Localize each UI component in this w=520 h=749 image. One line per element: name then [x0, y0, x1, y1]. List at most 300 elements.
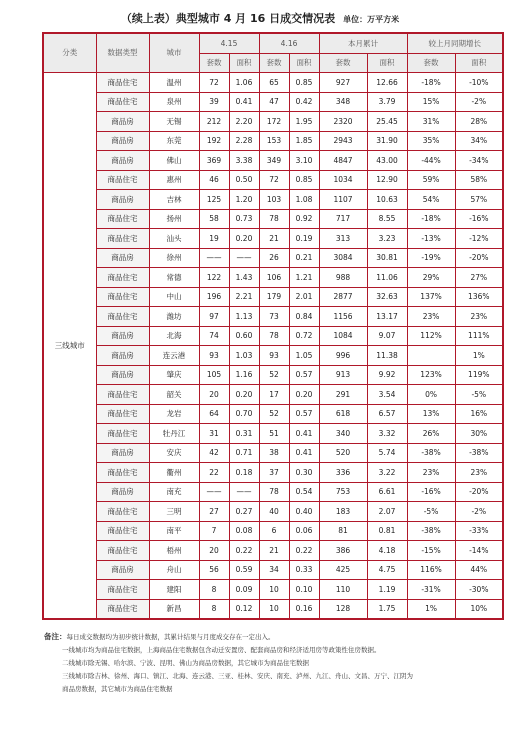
area-415-cell: 0.08 [229, 521, 259, 541]
table-row [43, 385, 503, 405]
cumulative-area-cell: 10.63 [367, 190, 407, 210]
growth-count-cell: 23% [407, 463, 455, 483]
count-416-cell: 6 [259, 521, 289, 541]
growth-area-cell: -30% [455, 580, 503, 600]
notes-line-5: 商品房数据，其它城市为商品住宅数据 [62, 685, 173, 693]
cumulative-count-cell: 3084 [319, 248, 367, 268]
growth-area-cell: 1% [455, 346, 503, 366]
city-cell: 常德 [149, 268, 199, 288]
area-416-cell: 1.05 [289, 346, 319, 366]
city-cell: 肇庆 [149, 365, 199, 385]
cumulative-area-cell: 3.32 [367, 424, 407, 444]
count-415-cell: 72 [199, 73, 229, 93]
count-415-cell: 58 [199, 209, 229, 229]
growth-area-cell: -33% [455, 521, 503, 541]
area-415-cell: 0.20 [229, 385, 259, 405]
area-416-cell: 1.85 [289, 131, 319, 151]
count-416-cell: 72 [259, 170, 289, 190]
cumulative-count-cell: 753 [319, 482, 367, 502]
area-415-cell: 0.12 [229, 599, 259, 619]
table-row [43, 112, 503, 132]
table-row [43, 365, 503, 385]
growth-area-cell: -12% [455, 229, 503, 249]
count-415-cell: 369 [199, 151, 229, 171]
city-cell: 安庆 [149, 443, 199, 463]
area-416-cell: 0.33 [289, 560, 319, 580]
area-415-cell: 0.20 [229, 229, 259, 249]
count-415-cell: 74 [199, 326, 229, 346]
table-row [43, 521, 503, 541]
cumulative-area-cell: 9.92 [367, 365, 407, 385]
type-cell: 商品住宅 [96, 424, 149, 444]
cumulative-area-cell: 32.63 [367, 287, 407, 307]
count-415-cell: —— [199, 248, 229, 268]
area-416-cell: 0.30 [289, 463, 319, 483]
type-cell: 商品房 [96, 346, 149, 366]
area-415-cell: 0.70 [229, 404, 259, 424]
type-cell: 商品房 [96, 151, 149, 171]
area-416-cell: 0.42 [289, 92, 319, 112]
type-cell: 商品住宅 [96, 287, 149, 307]
area-415-cell: 0.59 [229, 560, 259, 580]
table-row [43, 346, 503, 366]
count-416-cell: 103 [259, 190, 289, 210]
area-415-cell: 0.71 [229, 443, 259, 463]
cumulative-count-cell: 110 [319, 580, 367, 600]
header-area: 面积 [455, 53, 503, 73]
header-city: 城市 [149, 33, 199, 73]
count-415-cell: 7 [199, 521, 229, 541]
cumulative-area-cell: 3.79 [367, 92, 407, 112]
city-cell: 无锡 [149, 112, 199, 132]
area-415-cell: —— [229, 482, 259, 502]
header-row-1 [43, 33, 503, 53]
area-415-cell: 1.16 [229, 365, 259, 385]
growth-area-cell: 57% [455, 190, 503, 210]
type-cell: 商品住宅 [96, 307, 149, 327]
cumulative-count-cell: 425 [319, 560, 367, 580]
count-415-cell: —— [199, 482, 229, 502]
notes-line-1 [44, 632, 504, 642]
city-cell: 舟山 [149, 560, 199, 580]
growth-count-cell: 137% [407, 287, 455, 307]
growth-area-cell: -20% [455, 482, 503, 502]
city-cell: 三明 [149, 502, 199, 522]
notes-line-3: 二线城市除无锡、哈尔滨、宁波、昆明、佛山为商品房数据，其它城市为商品住宅数据 [62, 659, 309, 667]
count-415-cell: 8 [199, 580, 229, 600]
growth-count-cell: 29% [407, 268, 455, 288]
growth-count-cell: -5% [407, 502, 455, 522]
city-cell: 梧州 [149, 541, 199, 561]
cumulative-area-cell: 11.06 [367, 268, 407, 288]
city-cell: 温州 [149, 73, 199, 93]
city-cell: 徐州 [149, 248, 199, 268]
area-415-cell: 0.50 [229, 170, 259, 190]
header-area: 面积 [229, 53, 259, 73]
city-cell: 中山 [149, 287, 199, 307]
growth-count-cell: -44% [407, 151, 455, 171]
count-416-cell: 51 [259, 424, 289, 444]
header-growth: 较上月同期增长 [407, 33, 503, 53]
header-count: 套数 [199, 53, 229, 73]
area-416-cell: 0.06 [289, 521, 319, 541]
count-415-cell: 192 [199, 131, 229, 151]
growth-count-cell: 35% [407, 131, 455, 151]
cumulative-area-cell: 3.22 [367, 463, 407, 483]
header-date-415: 4.15 [199, 33, 259, 53]
growth-area-cell: -2% [455, 92, 503, 112]
cumulative-count-cell: 81 [319, 521, 367, 541]
type-cell: 商品住宅 [96, 385, 149, 405]
area-416-cell: 0.22 [289, 541, 319, 561]
cumulative-count-cell: 927 [319, 73, 367, 93]
table-row [43, 404, 503, 424]
growth-area-cell: -20% [455, 248, 503, 268]
cumulative-area-cell: 1.19 [367, 580, 407, 600]
count-416-cell: 26 [259, 248, 289, 268]
area-416-cell: 1.21 [289, 268, 319, 288]
city-cell: 龙岩 [149, 404, 199, 424]
growth-count-cell: -19% [407, 248, 455, 268]
cumulative-area-cell: 43.00 [367, 151, 407, 171]
city-cell: 北海 [149, 326, 199, 346]
table-header [43, 33, 503, 73]
growth-area-cell: 58% [455, 170, 503, 190]
type-cell: 商品住宅 [96, 599, 149, 619]
city-cell: 韶关 [149, 385, 199, 405]
cumulative-count-cell: 1156 [319, 307, 367, 327]
table-row [43, 580, 503, 600]
table-row [43, 424, 503, 444]
count-416-cell: 52 [259, 365, 289, 385]
growth-area-cell: 28% [455, 112, 503, 132]
cumulative-count-cell: 291 [319, 385, 367, 405]
area-416-cell: 0.21 [289, 248, 319, 268]
growth-count-cell: 23% [407, 307, 455, 327]
table-row [43, 151, 503, 171]
growth-area-cell: -2% [455, 502, 503, 522]
growth-count-cell: 116% [407, 560, 455, 580]
area-415-cell: 1.20 [229, 190, 259, 210]
cumulative-count-cell: 4847 [319, 151, 367, 171]
count-416-cell: 38 [259, 443, 289, 463]
area-416-cell: 1.08 [289, 190, 319, 210]
area-416-cell: 0.40 [289, 502, 319, 522]
growth-count-cell: -13% [407, 229, 455, 249]
growth-area-cell: -38% [455, 443, 503, 463]
city-cell: 衢州 [149, 463, 199, 483]
count-416-cell: 21 [259, 229, 289, 249]
count-415-cell: 56 [199, 560, 229, 580]
area-416-cell: 0.20 [289, 385, 319, 405]
cumulative-count-cell: 1107 [319, 190, 367, 210]
count-416-cell: 10 [259, 599, 289, 619]
count-415-cell: 97 [199, 307, 229, 327]
growth-count-cell [407, 346, 455, 366]
count-415-cell: 19 [199, 229, 229, 249]
area-415-cell: 0.27 [229, 502, 259, 522]
area-415-cell: 1.13 [229, 307, 259, 327]
table-row [43, 131, 503, 151]
header-data-type: 数据类型 [96, 33, 149, 73]
growth-count-cell: -18% [407, 209, 455, 229]
cumulative-area-cell: 31.90 [367, 131, 407, 151]
type-cell: 商品房 [96, 560, 149, 580]
type-cell: 商品房 [96, 248, 149, 268]
count-416-cell: 17 [259, 385, 289, 405]
header-area: 面积 [289, 53, 319, 73]
type-cell: 商品房 [96, 482, 149, 502]
count-416-cell: 52 [259, 404, 289, 424]
cumulative-area-cell: 4.18 [367, 541, 407, 561]
area-416-cell: 0.84 [289, 307, 319, 327]
growth-area-cell: 119% [455, 365, 503, 385]
cumulative-area-cell: 6.61 [367, 482, 407, 502]
cumulative-area-cell: 8.55 [367, 209, 407, 229]
cumulative-count-cell: 313 [319, 229, 367, 249]
area-416-cell: 0.41 [289, 443, 319, 463]
count-415-cell: 46 [199, 170, 229, 190]
area-415-cell: 2.20 [229, 112, 259, 132]
area-416-cell: 2.01 [289, 287, 319, 307]
cumulative-count-cell: 1034 [319, 170, 367, 190]
growth-count-cell: 0% [407, 385, 455, 405]
type-cell: 商品住宅 [96, 229, 149, 249]
count-416-cell: 10 [259, 580, 289, 600]
table-row [43, 268, 503, 288]
cumulative-count-cell: 128 [319, 599, 367, 619]
type-cell: 商品住宅 [96, 73, 149, 93]
area-416-cell: 0.54 [289, 482, 319, 502]
cumulative-count-cell: 2877 [319, 287, 367, 307]
count-416-cell: 153 [259, 131, 289, 151]
area-415-cell: 2.28 [229, 131, 259, 151]
growth-area-cell: -16% [455, 209, 503, 229]
area-415-cell: 0.73 [229, 209, 259, 229]
table-row [43, 599, 503, 619]
city-cell: 潍坊 [149, 307, 199, 327]
cumulative-area-cell: 9.07 [367, 326, 407, 346]
growth-area-cell: 23% [455, 463, 503, 483]
growth-count-cell: 112% [407, 326, 455, 346]
cumulative-count-cell: 348 [319, 92, 367, 112]
cumulative-area-cell: 1.75 [367, 599, 407, 619]
table-row [43, 560, 503, 580]
type-cell: 商品住宅 [96, 209, 149, 229]
cumulative-count-cell: 988 [319, 268, 367, 288]
city-cell: 牡丹江 [149, 424, 199, 444]
count-416-cell: 37 [259, 463, 289, 483]
type-cell: 商品房 [96, 365, 149, 385]
notes-line-4: 三线城市除吉林、徐州、海口、镇江、北海、连云港、三亚、桂林、安庆、南充、泸州、九江、舟山、文昌、万宁、江阴为 [62, 672, 413, 680]
cumulative-area-cell: 4.75 [367, 560, 407, 580]
count-415-cell: 27 [199, 502, 229, 522]
cumulative-area-cell: 25.45 [367, 112, 407, 132]
count-415-cell: 64 [199, 404, 229, 424]
area-415-cell: 3.38 [229, 151, 259, 171]
cumulative-area-cell: 12.90 [367, 170, 407, 190]
header-cumulative: 本月累计 [319, 33, 407, 53]
cumulative-count-cell: 717 [319, 209, 367, 229]
header-date-416: 4.16 [259, 33, 319, 53]
cumulative-count-cell: 618 [319, 404, 367, 424]
count-416-cell: 179 [259, 287, 289, 307]
page-title [0, 10, 520, 26]
cumulative-count-cell: 996 [319, 346, 367, 366]
count-415-cell: 212 [199, 112, 229, 132]
count-416-cell: 349 [259, 151, 289, 171]
area-416-cell: 0.57 [289, 365, 319, 385]
growth-count-cell: 59% [407, 170, 455, 190]
growth-area-cell: 30% [455, 424, 503, 444]
growth-count-cell: 26% [407, 424, 455, 444]
city-cell: 新昌 [149, 599, 199, 619]
growth-count-cell: 54% [407, 190, 455, 210]
type-cell: 商品住宅 [96, 502, 149, 522]
cumulative-area-cell: 3.23 [367, 229, 407, 249]
growth-count-cell: 1% [407, 599, 455, 619]
growth-area-cell: 10% [455, 599, 503, 619]
count-415-cell: 22 [199, 463, 229, 483]
table-row [43, 541, 503, 561]
table-row [43, 443, 503, 463]
growth-count-cell: -18% [407, 73, 455, 93]
table-row [43, 307, 503, 327]
count-416-cell: 78 [259, 482, 289, 502]
category-cell: 三线城市 [43, 73, 96, 620]
cumulative-area-cell: 5.74 [367, 443, 407, 463]
cumulative-count-cell: 520 [319, 443, 367, 463]
count-416-cell: 40 [259, 502, 289, 522]
type-cell: 商品房 [96, 326, 149, 346]
area-415-cell: —— [229, 248, 259, 268]
count-415-cell: 31 [199, 424, 229, 444]
header-category: 分类 [43, 33, 96, 73]
type-cell: 商品住宅 [96, 404, 149, 424]
type-cell: 商品住宅 [96, 170, 149, 190]
area-416-cell: 0.72 [289, 326, 319, 346]
city-cell: 南平 [149, 521, 199, 541]
header-area: 面积 [367, 53, 407, 73]
table-row [43, 502, 503, 522]
count-415-cell: 39 [199, 92, 229, 112]
table-row [43, 248, 503, 268]
count-416-cell: 106 [259, 268, 289, 288]
cumulative-area-cell: 30.81 [367, 248, 407, 268]
area-416-cell: 0.10 [289, 580, 319, 600]
area-416-cell: 0.85 [289, 170, 319, 190]
cumulative-count-cell: 386 [319, 541, 367, 561]
count-415-cell: 105 [199, 365, 229, 385]
table-row [43, 482, 503, 502]
count-415-cell: 8 [199, 599, 229, 619]
header-count: 套数 [259, 53, 289, 73]
area-416-cell: 3.10 [289, 151, 319, 171]
area-416-cell: 1.95 [289, 112, 319, 132]
area-416-cell: 0.92 [289, 209, 319, 229]
cumulative-count-cell: 183 [319, 502, 367, 522]
cumulative-count-cell: 2320 [319, 112, 367, 132]
notes-text-1: 每日成交数据均为初步统计数据，其累计结果与月度成交存在一定出入。 [66, 633, 275, 641]
count-415-cell: 93 [199, 346, 229, 366]
count-416-cell: 34 [259, 560, 289, 580]
count-415-cell: 122 [199, 268, 229, 288]
area-415-cell: 0.22 [229, 541, 259, 561]
growth-count-cell: -31% [407, 580, 455, 600]
growth-area-cell: -34% [455, 151, 503, 171]
notes-label: 备注： [44, 632, 67, 641]
area-415-cell: 0.60 [229, 326, 259, 346]
table-row [43, 170, 503, 190]
transaction-table [42, 32, 504, 620]
count-415-cell: 20 [199, 385, 229, 405]
notes-line-2: 一线城市均为商品住宅数据，上海商品住宅数据包含动迁安置房、配套商品房和经济适用房等政策性住房数据。 [62, 646, 381, 654]
growth-area-cell: 34% [455, 131, 503, 151]
cumulative-count-cell: 2943 [319, 131, 367, 151]
table-row [43, 326, 503, 346]
growth-count-cell: 15% [407, 92, 455, 112]
type-cell: 商品房 [96, 190, 149, 210]
area-416-cell: 0.57 [289, 404, 319, 424]
table-row [43, 209, 503, 229]
header-count: 套数 [319, 53, 367, 73]
table-row [43, 287, 503, 307]
cumulative-count-cell: 336 [319, 463, 367, 483]
count-416-cell: 47 [259, 92, 289, 112]
cumulative-count-cell: 1084 [319, 326, 367, 346]
type-cell: 商品住宅 [96, 521, 149, 541]
count-416-cell: 172 [259, 112, 289, 132]
cumulative-area-cell: 11.38 [367, 346, 407, 366]
cumulative-area-cell: 3.54 [367, 385, 407, 405]
growth-count-cell: 123% [407, 365, 455, 385]
cumulative-count-cell: 913 [319, 365, 367, 385]
growth-count-cell: -38% [407, 443, 455, 463]
table-row [43, 463, 503, 483]
area-415-cell: 0.18 [229, 463, 259, 483]
header-count: 套数 [407, 53, 455, 73]
area-415-cell: 2.21 [229, 287, 259, 307]
count-416-cell: 78 [259, 209, 289, 229]
count-416-cell: 21 [259, 541, 289, 561]
area-415-cell: 0.31 [229, 424, 259, 444]
area-415-cell: 1.43 [229, 268, 259, 288]
growth-area-cell: -5% [455, 385, 503, 405]
cumulative-area-cell: 12.66 [367, 73, 407, 93]
cumulative-area-cell: 13.17 [367, 307, 407, 327]
count-415-cell: 42 [199, 443, 229, 463]
city-cell: 泉州 [149, 92, 199, 112]
city-cell: 吉林 [149, 190, 199, 210]
growth-area-cell: -14% [455, 541, 503, 561]
title-text: （续上表）典型城市 4 月 16 日成交情况表 [120, 12, 336, 25]
table-body [43, 73, 503, 620]
cumulative-count-cell: 340 [319, 424, 367, 444]
type-cell: 商品房 [96, 112, 149, 132]
type-cell: 商品住宅 [96, 268, 149, 288]
area-415-cell: 0.41 [229, 92, 259, 112]
growth-count-cell: -38% [407, 521, 455, 541]
growth-count-cell: -15% [407, 541, 455, 561]
city-cell: 汕头 [149, 229, 199, 249]
city-cell: 建阳 [149, 580, 199, 600]
growth-area-cell: -10% [455, 73, 503, 93]
cumulative-area-cell: 0.81 [367, 521, 407, 541]
count-416-cell: 93 [259, 346, 289, 366]
growth-count-cell: -16% [407, 482, 455, 502]
count-416-cell: 65 [259, 73, 289, 93]
area-416-cell: 0.19 [289, 229, 319, 249]
